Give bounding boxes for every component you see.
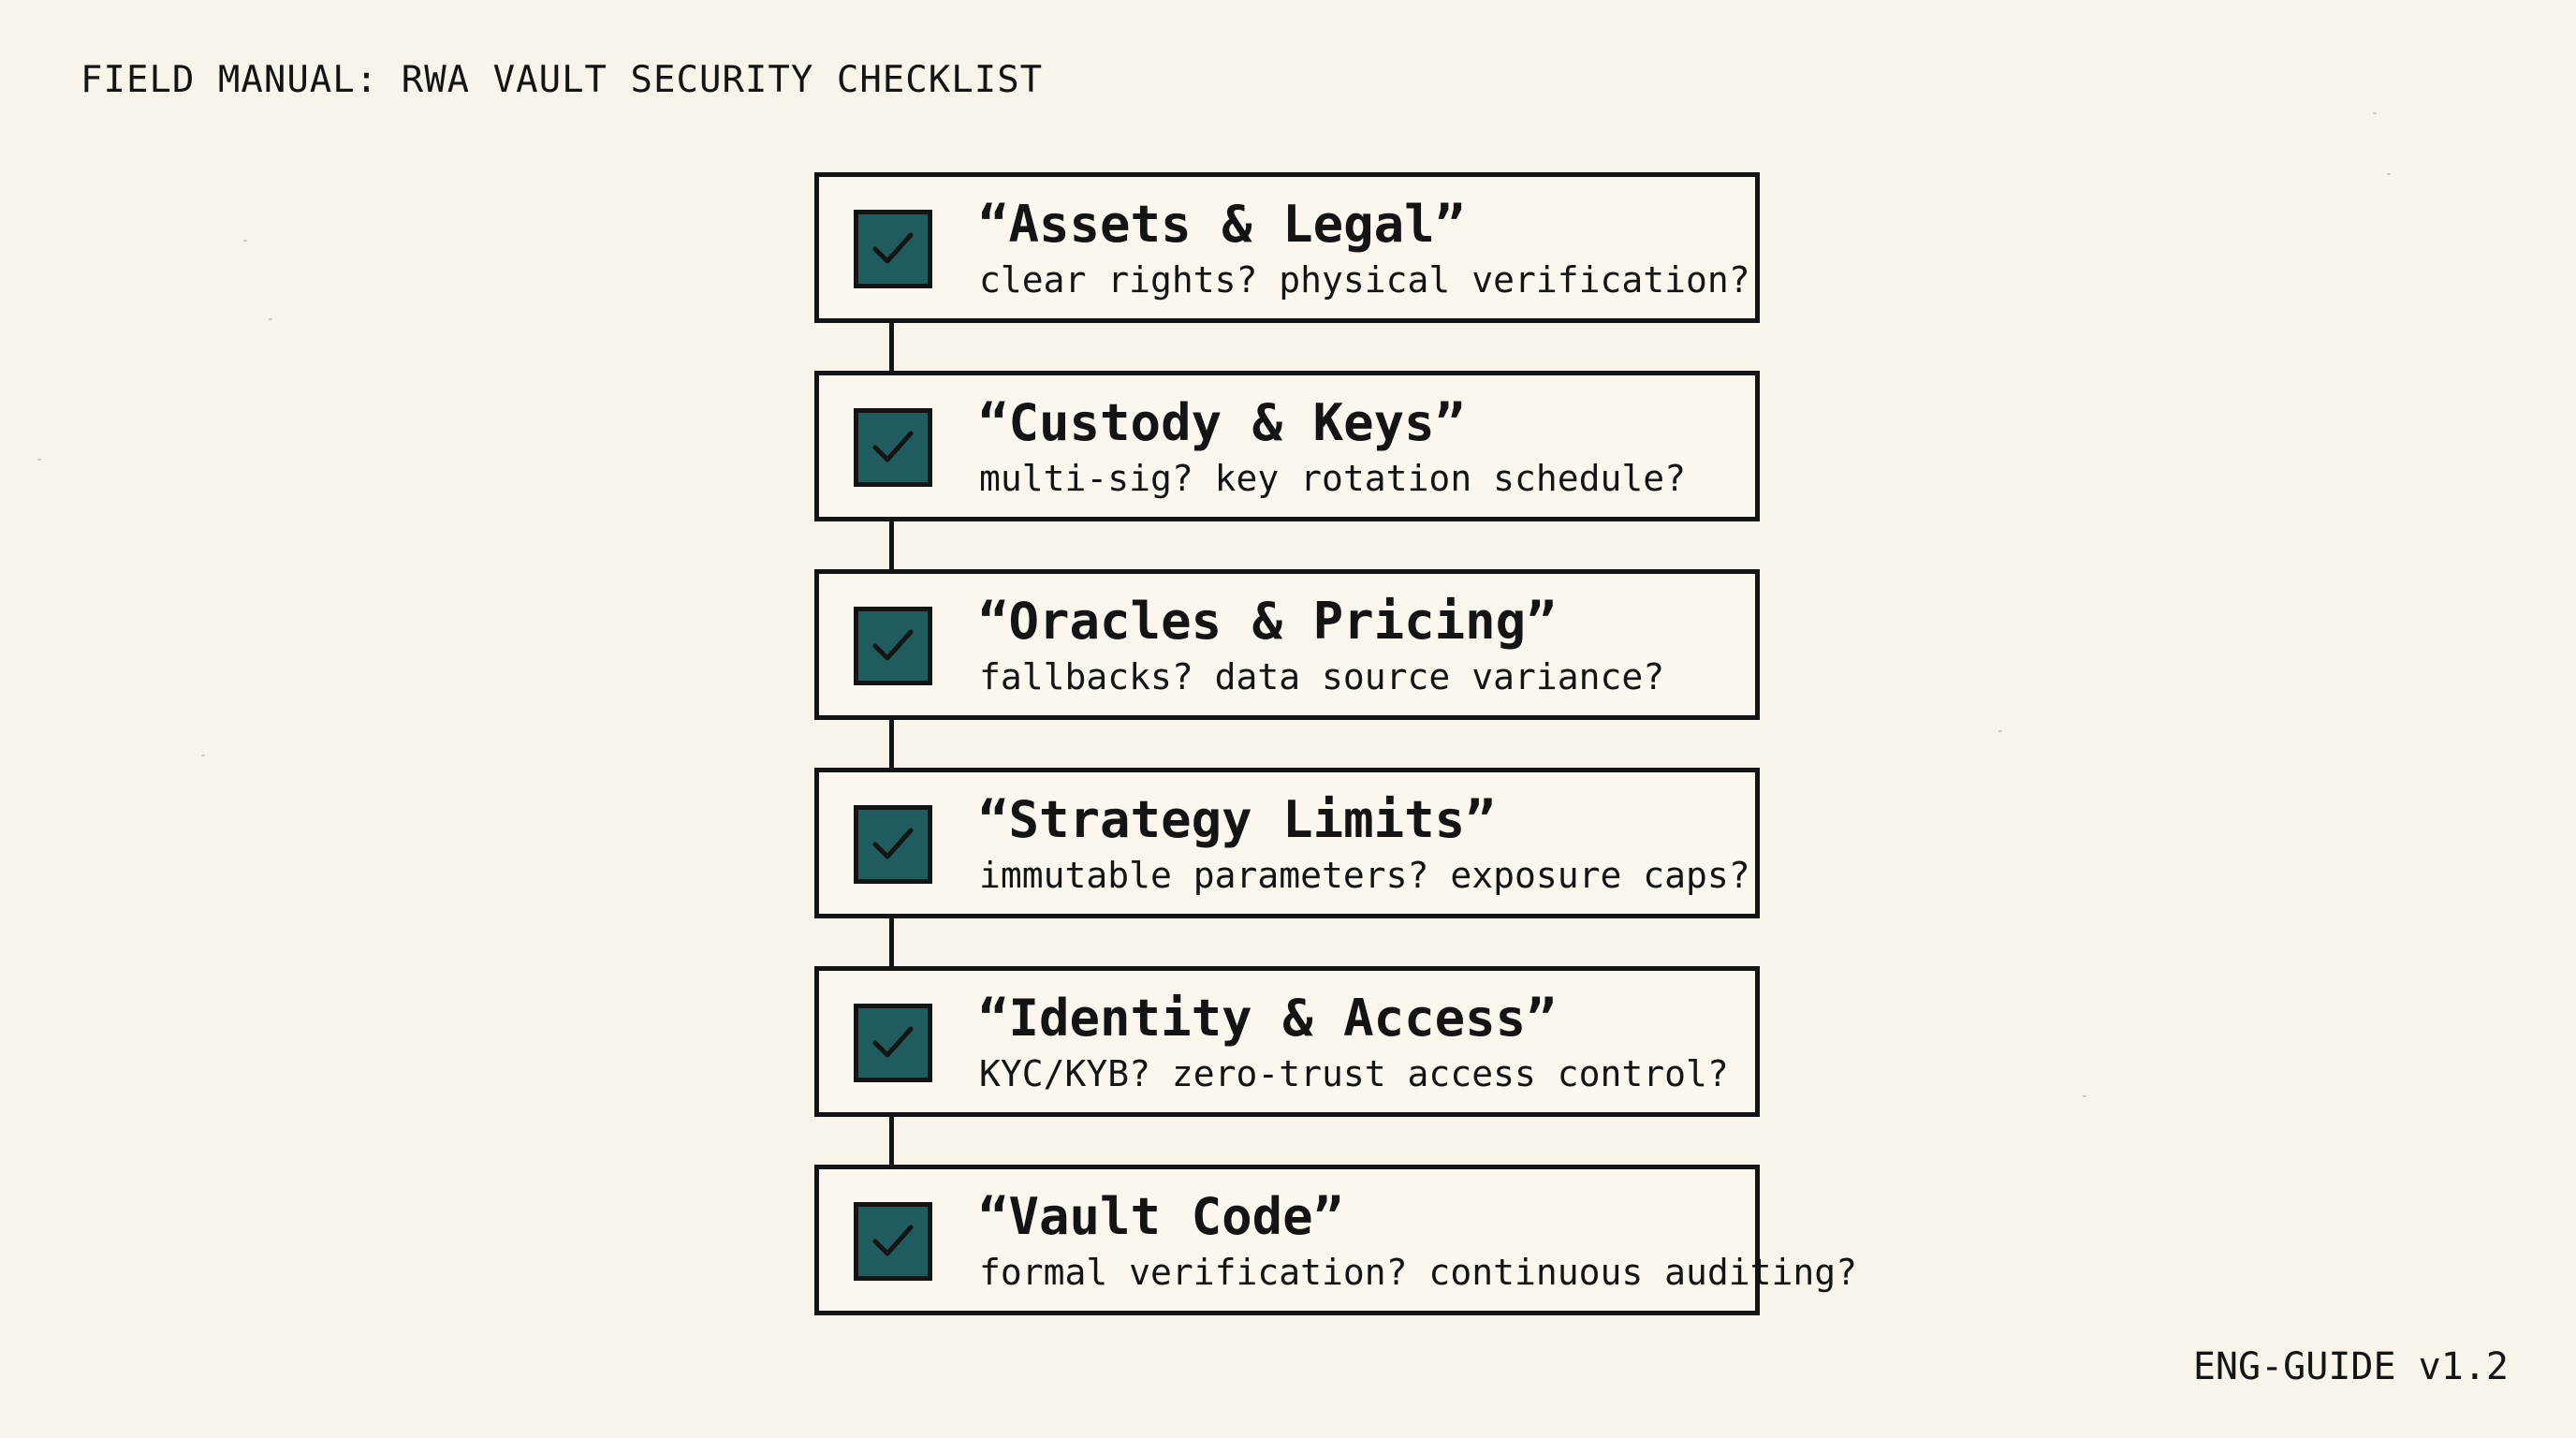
checklist-connector (889, 521, 894, 572)
check-icon (858, 810, 928, 879)
paper-speck (243, 240, 247, 242)
checklist-checkbox[interactable] (854, 1202, 932, 1281)
checklist-item-subtitle: clear rights? physical verification? (979, 259, 1750, 301)
checklist-item-title: “Oracles & Pricing” (978, 592, 1557, 651)
check-icon (858, 1207, 928, 1276)
checklist-connector (889, 1117, 894, 1167)
paper-speck (1998, 730, 2002, 732)
checklist-item-title: “Assets & Legal” (978, 195, 1466, 254)
page-title: FIELD MANUAL: RWA VAULT SECURITY CHECKLIST (80, 59, 1044, 101)
checklist-item-custody-keys (814, 371, 1760, 521)
checklist-checkbox[interactable] (854, 408, 932, 487)
checklist-item-assets-legal (814, 172, 1760, 323)
checklist-item-title: “Vault Code” (978, 1187, 1344, 1246)
check-icon (858, 214, 928, 284)
paper-speck (2373, 112, 2377, 114)
checklist-item-subtitle: formal verification? continuous auditing? (979, 1252, 1857, 1293)
check-icon (858, 1008, 928, 1078)
checklist-item-subtitle: multi-sig? key rotation schedule? (979, 458, 1686, 499)
checklist-item-oracles-pricing (814, 569, 1760, 720)
checklist-checkbox[interactable] (854, 210, 932, 288)
checklist-checkbox[interactable] (854, 805, 932, 884)
checklist-connector (889, 720, 894, 770)
paper-speck (2083, 1095, 2086, 1097)
paper-speck (2387, 173, 2391, 175)
checklist-item-strategy-limits (814, 768, 1760, 918)
checklist-item-subtitle: immutable parameters? exposure caps? (979, 855, 1750, 896)
checklist-item-title: “Identity & Access” (978, 989, 1557, 1048)
security-checklist (814, 172, 1857, 1317)
checklist-connector (889, 323, 894, 374)
check-icon (858, 611, 928, 681)
paper-speck (37, 459, 41, 461)
paper-speck (269, 318, 272, 320)
checklist-connector (889, 918, 894, 969)
paper-speck (201, 755, 205, 756)
checklist-item-subtitle: KYC/KYB? zero-trust access control? (979, 1053, 1729, 1094)
checklist-item-subtitle: fallbacks? data source variance? (979, 656, 1665, 697)
version-label: ENG-GUIDE v1.2 (2192, 1345, 2509, 1388)
check-icon (858, 413, 928, 482)
checklist-item-identity-access (814, 966, 1760, 1117)
checklist-item-vault-code (814, 1165, 1857, 1315)
checklist-checkbox[interactable] (854, 1004, 932, 1082)
checklist-item-title: “Strategy Limits” (978, 790, 1496, 849)
checklist-item-title: “Custody & Keys” (978, 393, 1466, 452)
checklist-checkbox[interactable] (854, 607, 932, 685)
